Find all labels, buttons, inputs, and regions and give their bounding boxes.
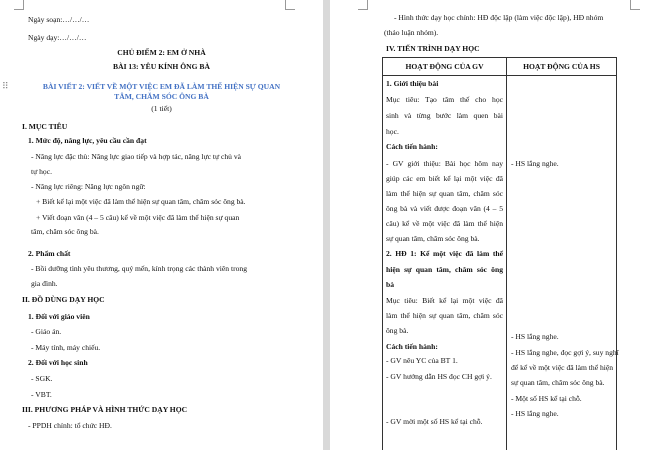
table-cell-line: - HS lắng nghe, đọc gợi ý, suy nghĩ	[511, 348, 619, 357]
paragraph-line: - Bồi dưỡng tình yêu thương, quý mến, kính trọng các thành viên trong	[31, 264, 247, 273]
page-gap	[323, 0, 330, 450]
section-heading: II. ĐỒ DÙNG DẠY HỌC	[22, 295, 105, 304]
subsection-heading: 2. Phẩm chất	[28, 249, 71, 258]
table-cell-line: - Một số HS kể tại chỗ.	[511, 394, 582, 403]
table-header-hs: HOẠT ĐỘNG CỦA HS	[507, 58, 616, 76]
table-cell-line: để kể về một việc đã làm thể hiện	[511, 363, 614, 372]
duration: (1 tiết)	[151, 104, 172, 113]
crop-mark	[285, 0, 295, 10]
section-heading: I. MỤC TIÊU	[22, 122, 68, 131]
table-cell-line: Mục tiêu: Tạo tâm thế cho học	[386, 95, 503, 104]
paragraph-line: + Viết đoạn văn (4 – 5 câu) kể về một việc đã làm thể hiện sự quan	[36, 213, 240, 222]
paragraph-line: - Hình thức dạy học chính: HĐ độc lập (làm việc độc lập), HĐ nhóm	[394, 13, 604, 22]
table-cell-line: - HS lắng nghe.	[511, 409, 559, 418]
date-teach: Ngày dạy:…/…/…	[28, 33, 87, 42]
table-header-gv: HOẠT ĐỘNG CỦA GV	[383, 58, 506, 76]
lesson-table	[382, 57, 617, 450]
lesson-title: BÀI 13: YÊU KÍNH ÔNG BÀ	[113, 62, 210, 71]
table-cell-line: ông bà.	[386, 326, 409, 335]
subsection-heading: 2. Đối với học sinh	[28, 358, 88, 367]
paragraph-line: - Năng lực riêng: Năng lực ngôn ngữ:	[31, 182, 146, 191]
table-cell-line: 2. HĐ 1: Kể một việc đã làm thể	[386, 249, 503, 258]
subsection-heading: 1. Đối với giáo viên	[28, 312, 90, 321]
table-cell-line: - HS lắng nghe.	[511, 159, 559, 168]
paragraph-line: tâm, chăm sóc ông bà.	[31, 227, 99, 236]
table-cell-line: - GV mời một số HS kể tại chỗ.	[386, 417, 483, 426]
paragraph-line: tự học.	[31, 167, 52, 176]
crop-mark	[630, 0, 640, 10]
paragraph-line: (thảo luận nhóm).	[384, 28, 439, 37]
list-item: - VBT.	[31, 390, 52, 399]
document-page-right	[330, 0, 650, 450]
table-cell-line: sự quan tâm, chăm sóc ông bà.	[386, 234, 480, 243]
table-cell-line: 1. Giới thiệu bài	[386, 79, 439, 88]
paragraph-line: - PPDH chính: tổ chức HĐ.	[28, 421, 112, 430]
table-cell-line: Mục tiêu: Biết kể lại một việc đã	[386, 296, 503, 305]
table-cell-line: học.	[386, 127, 399, 136]
table-cell-line: Cách tiến hành:	[386, 342, 438, 351]
paragraph-line: + Biết kể lại một việc đã làm thể hiện sự quan tâm, chăm sóc ông bà.	[36, 197, 246, 206]
table-cell-line: câu) kể về một việc đã làm thể hiện	[386, 219, 503, 228]
document-page-left	[0, 0, 323, 450]
table-cell-line: ông bà và viết được đoạn văn (4 – 5	[386, 204, 503, 213]
table-cell-line: Cách tiến hành:	[386, 142, 438, 151]
table-cell-line: - GV hướng dẫn HS đọc CH gợi ý.	[386, 372, 492, 381]
table-cell-line: làm thể hiện sự quan tâm, chăm sóc	[386, 189, 503, 198]
table-cell-line: giúp các em biết kể lại một việc đã	[386, 174, 503, 183]
table-cell-line: - GV nêu YC của BT 1.	[386, 356, 458, 365]
drag-handle-icon[interactable]: ⠿	[2, 82, 9, 92]
subsection-heading: 1. Mức độ, năng lực, yêu cầu cần đạt	[28, 136, 147, 145]
table-cell-line: - HS lắng nghe.	[511, 332, 559, 341]
paragraph-line: - Năng lực đặc thù: Năng lực giao tiếp và hợp tác, năng lực tự chủ và	[31, 152, 242, 161]
table-cell-line: - GV giới thiệu: Bài học hôm nay	[386, 159, 503, 168]
section-heading: IV. TIẾN TRÌNH DẠY HỌC	[386, 44, 480, 53]
table-cell-line: hiện sự quan tâm, chăm sóc ông	[386, 265, 503, 274]
table-cell-line: sinh và từng bước làm quen bài	[386, 111, 503, 120]
section-heading: III. PHƯƠNG PHÁP VÀ HÌNH THỨC DẠY HỌC	[22, 405, 188, 414]
date-prepare: Ngày soạn:…/…/…	[28, 15, 90, 24]
paragraph-line: gia đình.	[31, 279, 58, 288]
list-item: - Giáo án.	[31, 327, 62, 336]
table-divider	[506, 58, 507, 450]
list-item: - Máy tính, máy chiếu.	[31, 343, 101, 352]
table-cell-line: sự quan tâm, chăm sóc ông bà.	[511, 378, 605, 387]
writing-title-line-1: BÀI VIẾT 2: VIẾT VỀ MỘT VIỆC EM ĐÃ LÀM THỂ HIỆN SỰ QUAN	[42, 82, 281, 91]
crop-mark	[14, 0, 24, 10]
table-cell-line: bà	[386, 280, 395, 289]
list-item: - SGK.	[31, 374, 53, 383]
theme-title: CHỦ ĐIỂM 2: EM Ở NHÀ	[117, 48, 206, 57]
table-cell-line: làm thể hiện sự quan tâm, chăm sóc	[386, 311, 503, 320]
writing-title-line-2: TÂM, CHĂM SÓC ÔNG BÀ	[114, 92, 209, 101]
crop-mark	[358, 0, 368, 10]
